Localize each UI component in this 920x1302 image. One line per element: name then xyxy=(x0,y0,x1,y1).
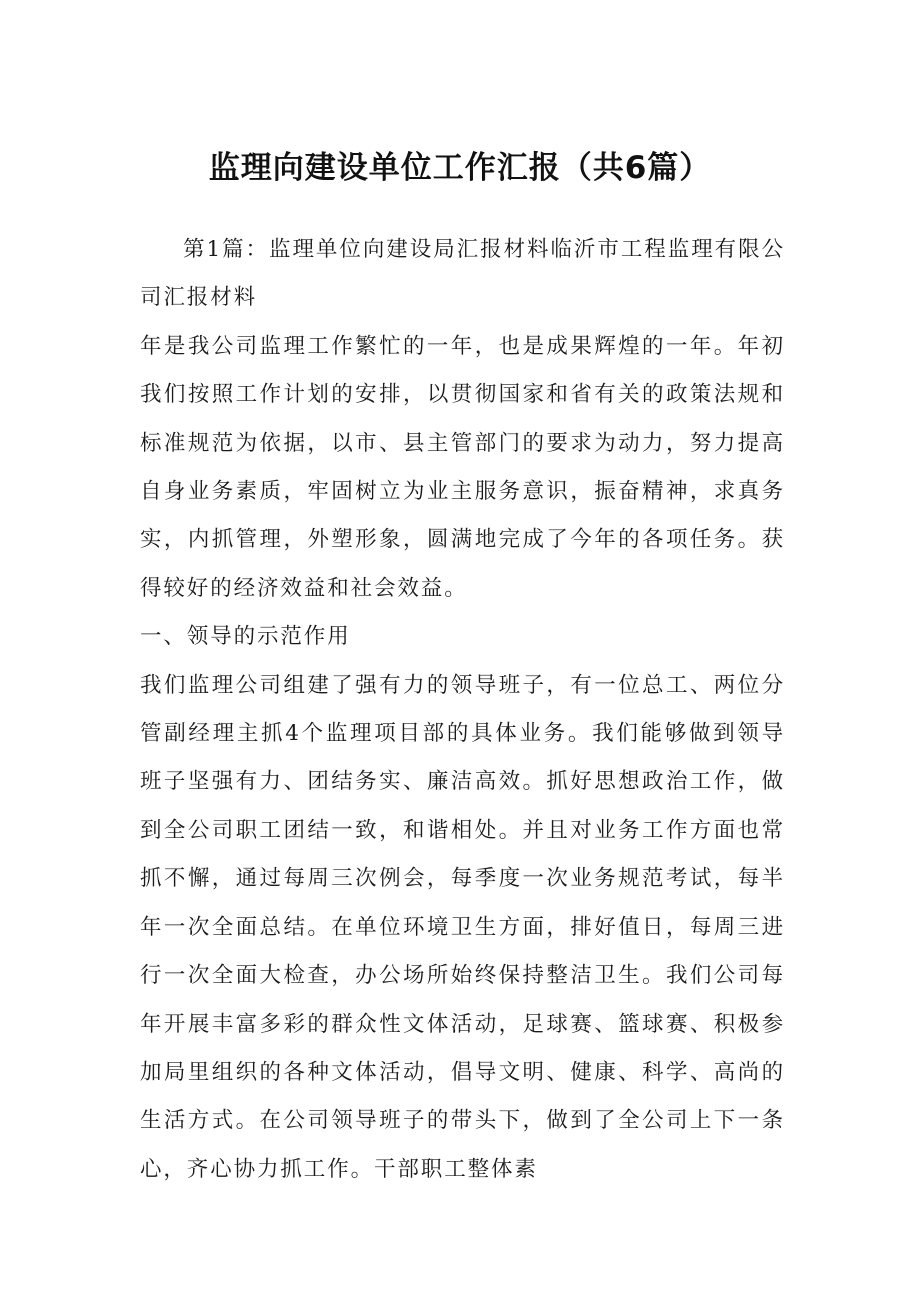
paragraph-article-heading: 第1篇：监理单位向建设局汇报材料临沂市工程监理有限公司汇报材料 xyxy=(140,237,785,311)
paragraph-leadership: 我们监理公司组建了强有力的领导班子，有一位总工、两位分管副经理主抓4个监理项目部的具体业务。我们能够做到领导班子坚强有力、团结务实、廉洁高效。抓好思想政治工作，做到全公司职工团结一致，和谐相处。并且对业务工作方面也常抓不懈，通过每周三次例会，每季度一次业务规范考试，每半年一次全面总结。在单位环境卫生方面，排好值日，每周三进行一次全面大检查，办公场所始终保持整洁卫生。我们公司每年开展丰富多彩的群众性文体活动，足球赛、篮球赛、积极参加局里组织的各种文体活动，倡导文明、健康、科学、高尚的生活方式。在公司领导班子的带头下，做到了全公司上下一条心，齐心协力抓工作。干部职工整体素 xyxy=(140,672,785,1182)
paragraph-intro: 年是我公司监理工作繁忙的一年，也是成果辉煌的一年。年初我们按照工作计划的安排，以贯彻国家和省有关的政策法规和标准规范为依据，以市、县主管部门的要求为动力，努力提高自身业务素质，牢固树立为业主服务意识，振奋精神，求真务实，内抓管理，外塑形象，圆满地完成了今年的各项任务。获得较好的经济效益和社会效益。 xyxy=(140,333,785,601)
document-title: 监理向建设单位工作汇报（共6篇） xyxy=(208,150,712,186)
document-body xyxy=(140,226,785,1194)
section-heading: 一、领导的示范作用 xyxy=(140,624,351,650)
